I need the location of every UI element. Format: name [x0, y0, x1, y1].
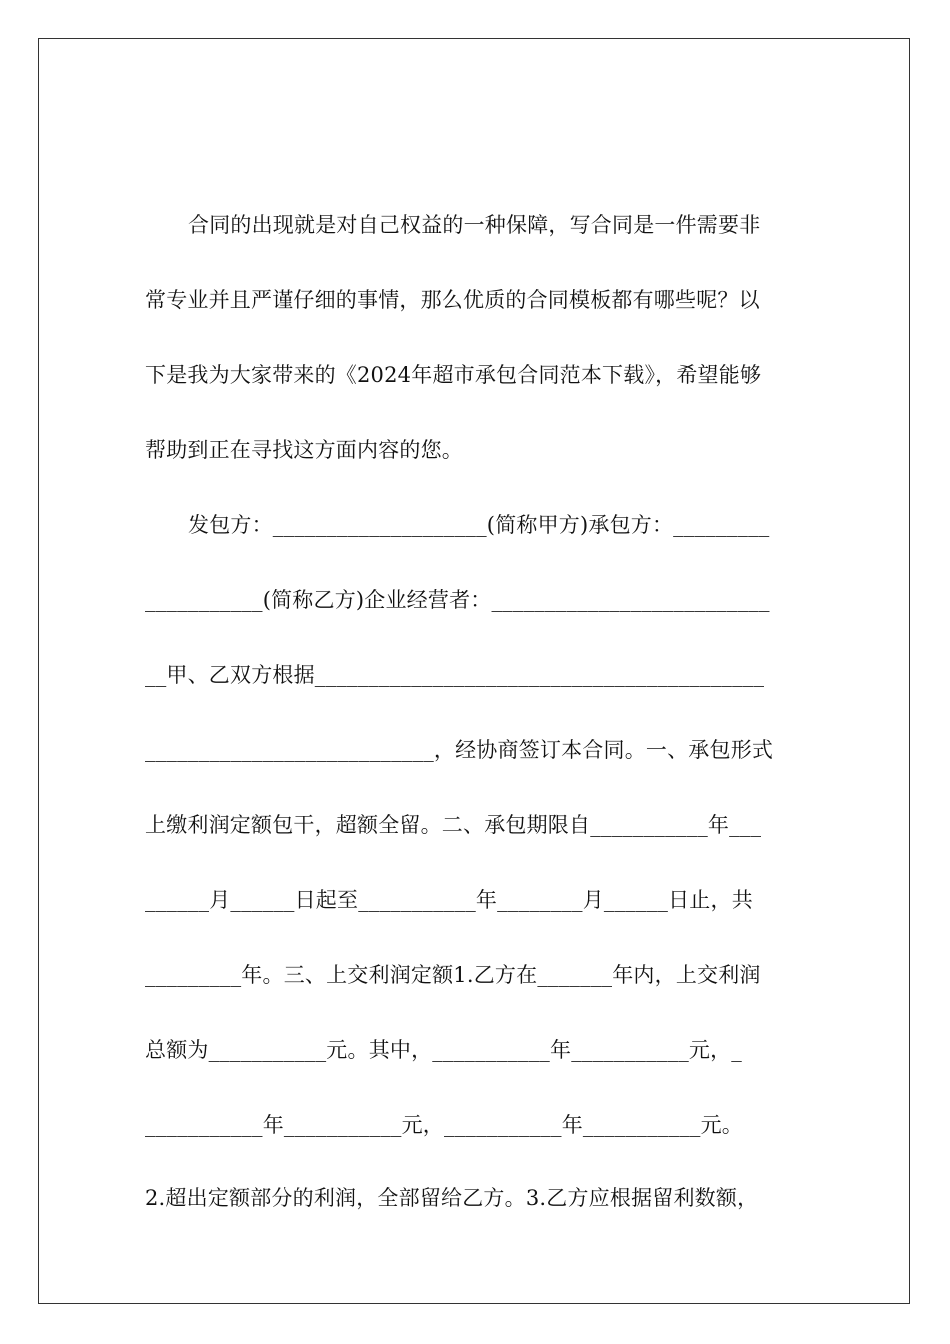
contract-line-5: 上缴利润定额包干，超额全留。二、承包期限自___________年___: [145, 813, 762, 837]
contract-line-9: ___________年___________元，___________年___________元。: [145, 1113, 743, 1137]
contract-line-6: ______月______日起至___________年________月______日止，共: [145, 888, 753, 912]
intro-line-1: 合同的出现就是对自己权益的一种保障，写合同是一件需要非: [188, 213, 761, 237]
contract-line-4: ___________________________，经协商签订本合同。一、承包形式: [145, 738, 774, 762]
contract-line-3: __甲、乙双方根据__________________________________________: [145, 663, 765, 687]
contract-line-2: ___________(简称乙方)企业经营者：__________________________: [145, 588, 770, 612]
contract-line-1: 发包方：____________________(简称甲方)承包方：_________: [188, 513, 770, 537]
contract-line-10: 2.超出定额部分的利润，全部留给乙方。3.乙方应根据留利数额，: [145, 1186, 759, 1210]
contract-line-7: _________年。三、上交利润定额1.乙方在_______年内，上交利润: [145, 963, 761, 987]
contract-line-8: 总额为___________元。其中，___________年___________元，_: [145, 1038, 742, 1062]
intro-line-4: 帮助到正在寻找这方面内容的您。: [145, 438, 463, 462]
intro-line-2: 常专业并且严谨仔细的事情，那么优质的合同模板都有哪些呢？以: [145, 288, 760, 312]
intro-line-3: 下是我为大家带来的《2024年超市承包合同范本下载》，希望能够: [145, 363, 762, 387]
